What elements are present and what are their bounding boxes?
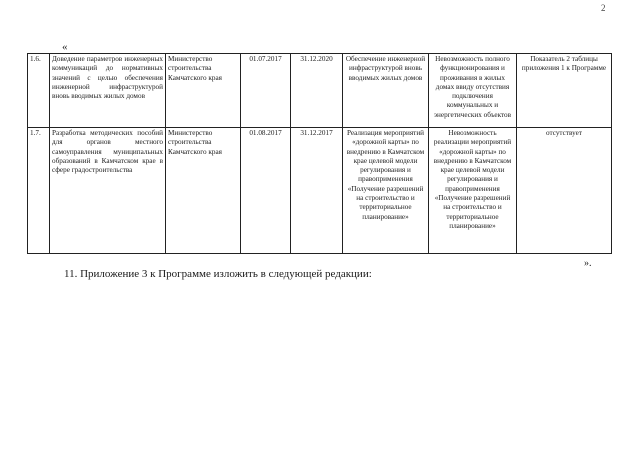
non-implementation-consequence: Невозможность полного функционирования и проживания в жилых домах ввиду отсутствия подключения коммунальных и энергетических объектов (429, 54, 517, 128)
end-date: 31.12.2020 (291, 54, 343, 128)
indicator-link: отсутствует (517, 128, 612, 254)
table-row (28, 128, 612, 254)
closing-quote: ». (584, 258, 592, 269)
executor: Министерство строительства Камчатского края (166, 54, 241, 128)
indicator-link: Показатель 2 таблицы приложения 1 к Программе (517, 54, 612, 128)
amendment-paragraph: 11. Приложение 3 к Программе изложить в следующей редакции: (64, 268, 372, 280)
executor: Министерство строительства Камчатского края (166, 128, 241, 254)
table-row (28, 54, 612, 128)
start-date: 01.07.2017 (241, 54, 291, 128)
row-number: 1.6. (28, 54, 50, 128)
expected-result: Обеспечение инженерной инфраструктурой вновь вводимых жилых домов (343, 54, 429, 128)
measure-name: Разработка методических пособий для органов местного самоуправления муниципальных образований в Камчатском крае в сфере градостроительства (50, 128, 166, 254)
non-implementation-consequence: Невозможность реализации мероприятий «дорожной карты» по внедрению в Камчатском крае целевой модели регулирования и правоприменения «Получение разрешений на строительство и территориальное планирование» (429, 128, 517, 254)
start-date: 01.08.2017 (241, 128, 291, 254)
row-number: 1.7. (28, 128, 50, 254)
page-number: 2 (601, 3, 606, 13)
opening-quote: « (62, 41, 68, 53)
end-date: 31.12.2017 (291, 128, 343, 254)
measures-table (27, 53, 612, 254)
measure-name: Доведение параметров инженерных коммуникаций до нормативных значений с целью обеспечения инженерной инфраструктурой вновь вводимых жилых домов (50, 54, 166, 128)
expected-result: Реализация мероприятий «дорожной карты» по внедрению в Камчатском крае целевой модели регулирования и правоприменения «Получение разрешений на строительство и территориальное планирование» (343, 128, 429, 254)
